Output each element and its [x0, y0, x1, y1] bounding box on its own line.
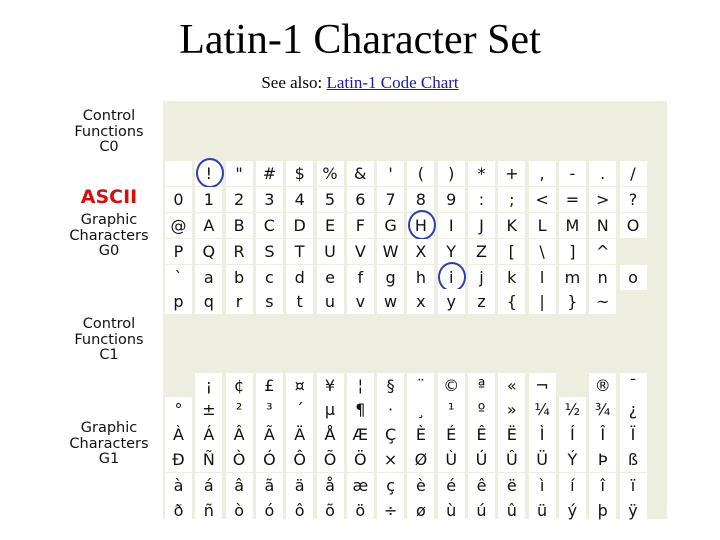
char-cell: í — [559, 473, 586, 498]
char-cell: ¹ — [438, 397, 465, 422]
char-cell: Ç — [377, 422, 404, 447]
char-cell: f — [347, 265, 374, 290]
char-cell: è — [407, 473, 434, 498]
char-cell: Ó — [256, 447, 283, 472]
char-cell: ´ — [286, 397, 313, 422]
char-cell: Y — [438, 239, 465, 264]
char-cell: ¨ — [407, 373, 434, 398]
c0-label-line: C0 — [99, 139, 119, 155]
char-cell: h — [407, 265, 434, 290]
char-cell: ã — [256, 473, 283, 498]
char-cell: 5 — [317, 187, 344, 212]
char-cell: # — [256, 161, 283, 186]
c0-label — [55, 109, 163, 156]
char-cell: Þ — [589, 447, 616, 472]
char-cell: K — [498, 213, 525, 238]
char-cell: ¾ — [589, 397, 616, 422]
char-cell: c — [256, 265, 283, 290]
char-cell: ± — [195, 397, 222, 422]
char-cell: y — [438, 289, 465, 314]
char-cell: ] — [559, 239, 586, 264]
char-cell: × — [377, 447, 404, 472]
char-cell: 3 — [256, 187, 283, 212]
char-cell: g — [377, 265, 404, 290]
char-cell: P — [165, 239, 192, 264]
char-cell: « — [498, 373, 525, 398]
char-cell: Á — [195, 422, 222, 447]
char-cell: ³ — [256, 397, 283, 422]
char-cell: Ã — [256, 422, 283, 447]
char-cell: § — [377, 373, 404, 398]
char-cell: ê — [468, 473, 495, 498]
char-cell: à — [165, 473, 192, 498]
char-cell: < — [529, 187, 556, 212]
char-cell — [165, 161, 192, 186]
char-cell: { — [498, 289, 525, 314]
char-cell: ! — [195, 161, 222, 186]
c1-label-line: C1 — [99, 347, 119, 363]
char-cell: 6 — [347, 187, 374, 212]
char-cell: 7 — [377, 187, 404, 212]
char-cell: q — [195, 289, 222, 314]
char-cell: · — [377, 397, 404, 422]
char-cell: T — [286, 239, 313, 264]
char-cell: Z — [468, 239, 495, 264]
ascii-label: ASCII — [80, 186, 138, 208]
char-cell: b — [226, 265, 253, 290]
char-cell: ü — [529, 498, 556, 523]
char-cell: Í — [559, 422, 586, 447]
char-cell: e — [317, 265, 344, 290]
g0-label-line: Characters — [69, 227, 149, 244]
char-cell: [ — [498, 239, 525, 264]
char-cell: ¦ — [347, 373, 374, 398]
char-cell: Ö — [347, 447, 374, 472]
char-cell: * — [468, 161, 495, 186]
char-cell: L — [529, 213, 556, 238]
char-cell: Q — [195, 239, 222, 264]
char-cell: % — [317, 161, 344, 186]
char-cell — [620, 239, 647, 264]
char-cell: z — [468, 289, 495, 314]
char-cell: ý — [559, 498, 586, 523]
char-cell: ÷ — [377, 498, 404, 523]
char-cell: ² — [226, 397, 253, 422]
char-cell: : — [468, 187, 495, 212]
char-cell: d — [286, 265, 313, 290]
char-cell: ï — [620, 473, 647, 498]
char-cell: ~ — [589, 289, 616, 314]
char-cell: © — [438, 373, 465, 398]
char-cell: . — [589, 161, 616, 186]
char-cell: Ð — [165, 447, 192, 472]
char-cell: B — [226, 213, 253, 238]
char-cell: Ü — [529, 447, 556, 472]
char-cell: ¼ — [529, 397, 556, 422]
character-chart — [55, 101, 667, 519]
char-cell: È — [407, 422, 434, 447]
char-cell: ¢ — [226, 373, 253, 398]
char-cell: ¶ — [347, 397, 374, 422]
char-cell: | — [529, 289, 556, 314]
char-cell: m — [559, 265, 586, 290]
char-cell: I — [438, 213, 465, 238]
char-cell: v — [347, 289, 374, 314]
char-cell: Ô — [286, 447, 313, 472]
g0-label — [55, 213, 163, 260]
page-title: Latin-1 Character Set — [179, 17, 541, 63]
c0-label-line: Control — [82, 108, 136, 124]
char-cell: X — [407, 239, 434, 264]
char-cell: ^ — [589, 239, 616, 264]
char-cell: ë — [498, 473, 525, 498]
char-cell: ó — [256, 498, 283, 523]
char-cell: Ý — [559, 447, 586, 472]
char-cell: / — [620, 161, 647, 186]
char-cell: ( — [407, 161, 434, 186]
char-cell: æ — [347, 473, 374, 498]
char-cell: Õ — [317, 447, 344, 472]
char-cell: Ï — [620, 422, 647, 447]
char-cell: p — [165, 289, 192, 314]
char-cell: ú — [468, 498, 495, 523]
char-cell: a — [195, 265, 222, 290]
char-cell: Ë — [498, 422, 525, 447]
g1-label-line: Graphic — [80, 420, 138, 436]
char-cell: ö — [347, 498, 374, 523]
char-cell: & — [347, 161, 374, 186]
char-cell: k — [498, 265, 525, 290]
char-cell: G — [377, 213, 404, 238]
c1-label-line: Functions — [74, 331, 144, 348]
char-cell: V — [347, 239, 374, 264]
char-cell: Ò — [226, 447, 253, 472]
char-cell: W — [377, 239, 404, 264]
char-cell: N — [589, 213, 616, 238]
char-cell: 0 — [165, 187, 192, 212]
char-cell: ä — [286, 473, 313, 498]
char-cell: + — [498, 161, 525, 186]
char-cell: ù — [438, 498, 465, 523]
highlight-circle — [438, 262, 466, 292]
char-cell: á — [195, 473, 222, 498]
char-cell: r — [226, 289, 253, 314]
char-cell: ¸ — [407, 397, 434, 422]
char-cell: É — [438, 422, 465, 447]
char-cell: Å — [317, 422, 344, 447]
char-cell: µ — [317, 397, 344, 422]
char-cell: é — [438, 473, 465, 498]
char-cell: t — [286, 289, 313, 314]
char-cell: D — [286, 213, 313, 238]
c1-label-line: Control — [82, 316, 136, 332]
char-cell — [620, 289, 647, 314]
char-cell: ð — [165, 498, 192, 523]
char-cell: o — [620, 265, 647, 290]
char-cell: U — [317, 239, 344, 264]
char-cell: j — [468, 265, 495, 290]
c0-label-line: Functions — [74, 123, 144, 140]
char-cell: 9 — [438, 187, 465, 212]
char-cell: Ì — [529, 422, 556, 447]
char-cell: - — [559, 161, 586, 186]
char-cell: " — [226, 161, 253, 186]
char-cell: Æ — [347, 422, 374, 447]
char-cell: î — [589, 473, 616, 498]
char-cell: ¡ — [195, 373, 222, 398]
char-cell: ô — [286, 498, 313, 523]
char-cell: n — [589, 265, 616, 290]
char-cell: ° — [165, 397, 192, 422]
char-cell: ò — [226, 498, 253, 523]
char-cell: » — [498, 397, 525, 422]
char-cell: s — [256, 289, 283, 314]
char-cell: ¯ — [620, 373, 647, 398]
char-cell: O — [620, 213, 647, 238]
char-cell: ÿ — [620, 498, 647, 523]
char-cell: õ — [317, 498, 344, 523]
char-cell — [559, 373, 586, 398]
char-cell: ® — [589, 373, 616, 398]
see-also — [0, 72, 720, 94]
char-cell: ) — [438, 161, 465, 186]
char-cell: 4 — [286, 187, 313, 212]
char-cell: R — [226, 239, 253, 264]
char-cell: = — [559, 187, 586, 212]
char-cell: Â — [226, 422, 253, 447]
char-cell: ñ — [195, 498, 222, 523]
char-cell: Ø — [407, 447, 434, 472]
char-cell: ; — [498, 187, 525, 212]
char-cell: ß — [620, 447, 647, 472]
char-cell: \ — [529, 239, 556, 264]
highlight-circle — [196, 158, 224, 188]
char-cell: Û — [498, 447, 525, 472]
g1-label-line: Characters — [69, 435, 149, 452]
char-cell: F — [347, 213, 374, 238]
char-cell: J — [468, 213, 495, 238]
char-cell: @ — [165, 213, 192, 238]
char-cell: > — [589, 187, 616, 212]
char-cell: x — [407, 289, 434, 314]
char-cell: À — [165, 422, 192, 447]
char-cell: } — [559, 289, 586, 314]
char-cell: û — [498, 498, 525, 523]
char-cell: º — [468, 397, 495, 422]
c1-label — [55, 317, 163, 364]
char-cell: þ — [589, 498, 616, 523]
char-cell: 8 — [407, 187, 434, 212]
char-cell: ¿ — [620, 397, 647, 422]
char-cell: Ä — [286, 422, 313, 447]
char-cell: ç — [377, 473, 404, 498]
char-cell: ø — [407, 498, 434, 523]
char-cell: M — [559, 213, 586, 238]
char-cell — [165, 373, 192, 398]
char-cell: ¥ — [317, 373, 344, 398]
g0-label-line: Graphic — [80, 212, 138, 228]
latin1-code-chart-link[interactable]: Latin-1 Code Chart — [326, 73, 459, 92]
char-cell: Î — [589, 422, 616, 447]
char-cell: , — [529, 161, 556, 186]
char-cell: E — [317, 213, 344, 238]
char-cell: ì — [529, 473, 556, 498]
char-cell: ? — [620, 187, 647, 212]
char-cell: Ñ — [195, 447, 222, 472]
char-cell: l — [529, 265, 556, 290]
see-also-prefix: See also: — [261, 73, 327, 92]
g1-label-line: G1 — [98, 451, 120, 467]
char-cell: H — [407, 213, 434, 238]
g1-label — [55, 421, 163, 468]
char-cell: 1 — [195, 187, 222, 212]
char-cell: Ú — [468, 447, 495, 472]
char-cell: Ù — [438, 447, 465, 472]
highlight-circle — [408, 210, 436, 240]
char-cell: ` — [165, 265, 192, 290]
char-cell: ª — [468, 373, 495, 398]
char-cell: ¤ — [286, 373, 313, 398]
char-cell: Ê — [468, 422, 495, 447]
g0-label-line: G0 — [98, 243, 120, 259]
char-cell: £ — [256, 373, 283, 398]
char-cell: â — [226, 473, 253, 498]
char-cell: A — [195, 213, 222, 238]
char-cell: u — [317, 289, 344, 314]
char-cell: ½ — [559, 397, 586, 422]
char-cell: 2 — [226, 187, 253, 212]
char-cell: w — [377, 289, 404, 314]
char-cell: ¬ — [529, 373, 556, 398]
char-cell: å — [317, 473, 344, 498]
char-cell: S — [256, 239, 283, 264]
char-cell: C — [256, 213, 283, 238]
char-cell: $ — [286, 161, 313, 186]
char-cell: ' — [377, 161, 404, 186]
char-cell: i — [438, 265, 465, 290]
